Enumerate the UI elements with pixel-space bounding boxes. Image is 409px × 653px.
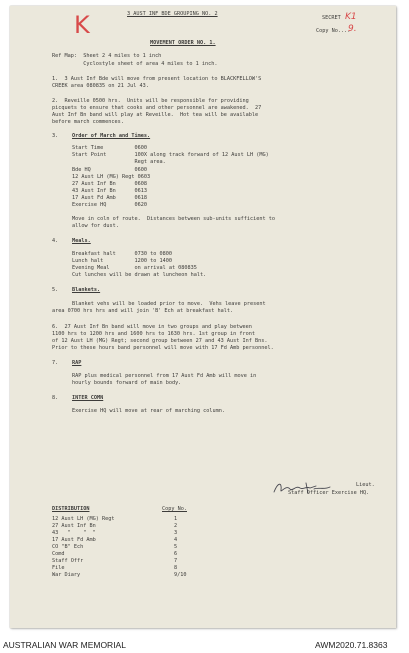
section-8-number: 8. xyxy=(52,395,59,401)
handwritten-letter: K xyxy=(74,11,90,39)
paragraph-6-line: 6. 27 Aust Inf Bn band will move in two groups and play between xyxy=(52,324,252,330)
document-sheet xyxy=(10,6,396,628)
march-row: Bde HQ 0600 xyxy=(72,167,147,173)
distribution-unit: 27 Aust Inf Bn xyxy=(52,523,96,529)
march-row: Regt area. xyxy=(72,159,166,165)
ref-map-line: Cyclostyle sheet of area 4 miles to 1 inch. xyxy=(52,61,218,67)
distribution-copy: 8 xyxy=(174,565,178,571)
ref-map-line: Ref Map: Sheet 2 4 miles to 1 inch xyxy=(52,53,162,59)
paragraph-6-line: 1100 hrs to 1200 hrs and 1600 hrs to 1630 hrs. 1st group in front xyxy=(52,331,256,337)
paragraph-6-line: of 12 Aust LH (MG) Regt; second group between 27 and 43 Aust Inf Bns. xyxy=(52,338,268,344)
paragraph-2-line: picquets to ensure that cooks and other personnel are awakened. 27 xyxy=(52,105,262,111)
document-header: 3 AUST INF BDE GROUPING NO. 2 xyxy=(127,11,218,17)
copy-number: Copy No.... xyxy=(316,28,351,34)
paragraph-2-line: Aust Inf Bn band will play at Reveille. Hot tea will be available xyxy=(52,112,259,118)
distribution-title: DISTRIBUTION xyxy=(52,506,90,512)
meal-row: Breakfast halt 0730 to 0800 xyxy=(72,251,172,257)
meal-row: Lunch halt 1200 to 1400 xyxy=(72,258,172,264)
section-5-title: Blankets. xyxy=(72,287,101,293)
distribution-unit: File xyxy=(52,565,65,571)
distribution-copy: 9/10 xyxy=(174,572,187,578)
distribution-unit: Comd xyxy=(52,551,65,557)
section-8-title: INTER COMN xyxy=(72,395,104,401)
distribution-unit: War Diary xyxy=(52,572,81,578)
document-title: MOVEMENT ORDER NO. 1. xyxy=(150,40,216,46)
distribution-copy: 1 xyxy=(174,516,178,522)
march-row: 17 Aust Fd Amb 0618 xyxy=(72,195,147,201)
march-row: 27 Aust Inf Bn 0608 xyxy=(72,181,147,187)
section-5-line: Blanket vehs will be loaded prior to move. Vehs leave present xyxy=(72,301,266,307)
distribution-unit: 17 Aust Fd Amb xyxy=(52,537,96,543)
signature-appointment: Staff Officer Exercise HQ. xyxy=(288,490,370,496)
section-3-note: Move in coln of route. Distances between sub-units sufficient to xyxy=(72,216,276,222)
secret-stamp: SECRET xyxy=(322,15,341,21)
section-3-title: Order of March and Times. xyxy=(72,133,151,139)
distribution-copy: 2 xyxy=(174,523,178,529)
section-7-line: RAP plus medical personnel from 17 Aust Fd Amb will move in xyxy=(72,373,257,379)
footer-institution: AUSTRALIAN WAR MEMORIAL xyxy=(3,640,126,650)
section-5-line: area 0700 hrs hrs and will join 'B' Ech at breakfast halt. xyxy=(52,308,234,314)
section-7-title: RAP xyxy=(72,360,82,366)
paragraph-2-line: before march commences. xyxy=(52,119,124,125)
paragraph-2-line: 2. Reveille 0500 hrs. Units will be responsible for providing xyxy=(52,98,249,104)
distribution-unit: Staff Offr xyxy=(52,558,84,564)
distribution-copy: 3 xyxy=(174,530,178,536)
distribution-copy: 7 xyxy=(174,558,178,564)
distribution-copy: 4 xyxy=(174,537,178,543)
march-row: Exercise HQ 0620 xyxy=(72,202,147,208)
section-7-number: 7. xyxy=(52,360,59,366)
distribution-copy-label: Copy No. xyxy=(162,506,187,512)
handwritten-mark: K1 xyxy=(345,12,357,22)
section-4-number: 4. xyxy=(52,238,59,244)
paragraph-6-line: Prior to these hours band personnel will move with 17 Fd Amb personnel. xyxy=(52,345,274,351)
signature-rank: Lieut. xyxy=(356,482,375,488)
paragraph-1-line: CREEK area 080835 on 21 Jul 43. xyxy=(52,83,149,89)
section-8-line: Exercise HQ will move at rear of marching column. xyxy=(72,408,226,414)
paragraph-1-line: 1. 3 Aust Inf Bde will move from present location to BLACKFELLOW'S xyxy=(52,76,262,82)
section-3-number: 3. xyxy=(52,133,59,139)
section-5-number: 5. xyxy=(52,287,59,293)
distribution-unit: CO "B" Ech xyxy=(52,544,84,550)
section-4-title: Meals. xyxy=(72,238,91,244)
march-row: Start Point 100X along track forward of 12 Aust LH (MG) xyxy=(72,152,269,158)
section-3-note: allow for dust. xyxy=(72,223,119,229)
distribution-copy: 5 xyxy=(174,544,178,550)
meal-row: Cut lunches will be drawn at luncheon halt. xyxy=(72,272,207,278)
march-row: 12 Aust LH (MG) Regt 0603 xyxy=(72,174,151,180)
distribution-unit: 12 Aust LH (MG) Regt xyxy=(52,516,115,522)
footer-accession-number: AWM2020.71.8363 xyxy=(315,640,388,650)
section-7-line: hourly bounds forward of main body. xyxy=(72,380,182,386)
march-row: Start Time 0600 xyxy=(72,145,147,151)
march-row: 43 Aust Inf Bn 0613 xyxy=(72,188,147,194)
distribution-unit: 43 " " " xyxy=(52,530,96,536)
meal-row: Evening Meal on arrival at 080835 xyxy=(72,265,197,271)
handwritten-copy-number: 9. xyxy=(348,24,357,34)
distribution-copy: 6 xyxy=(174,551,178,557)
